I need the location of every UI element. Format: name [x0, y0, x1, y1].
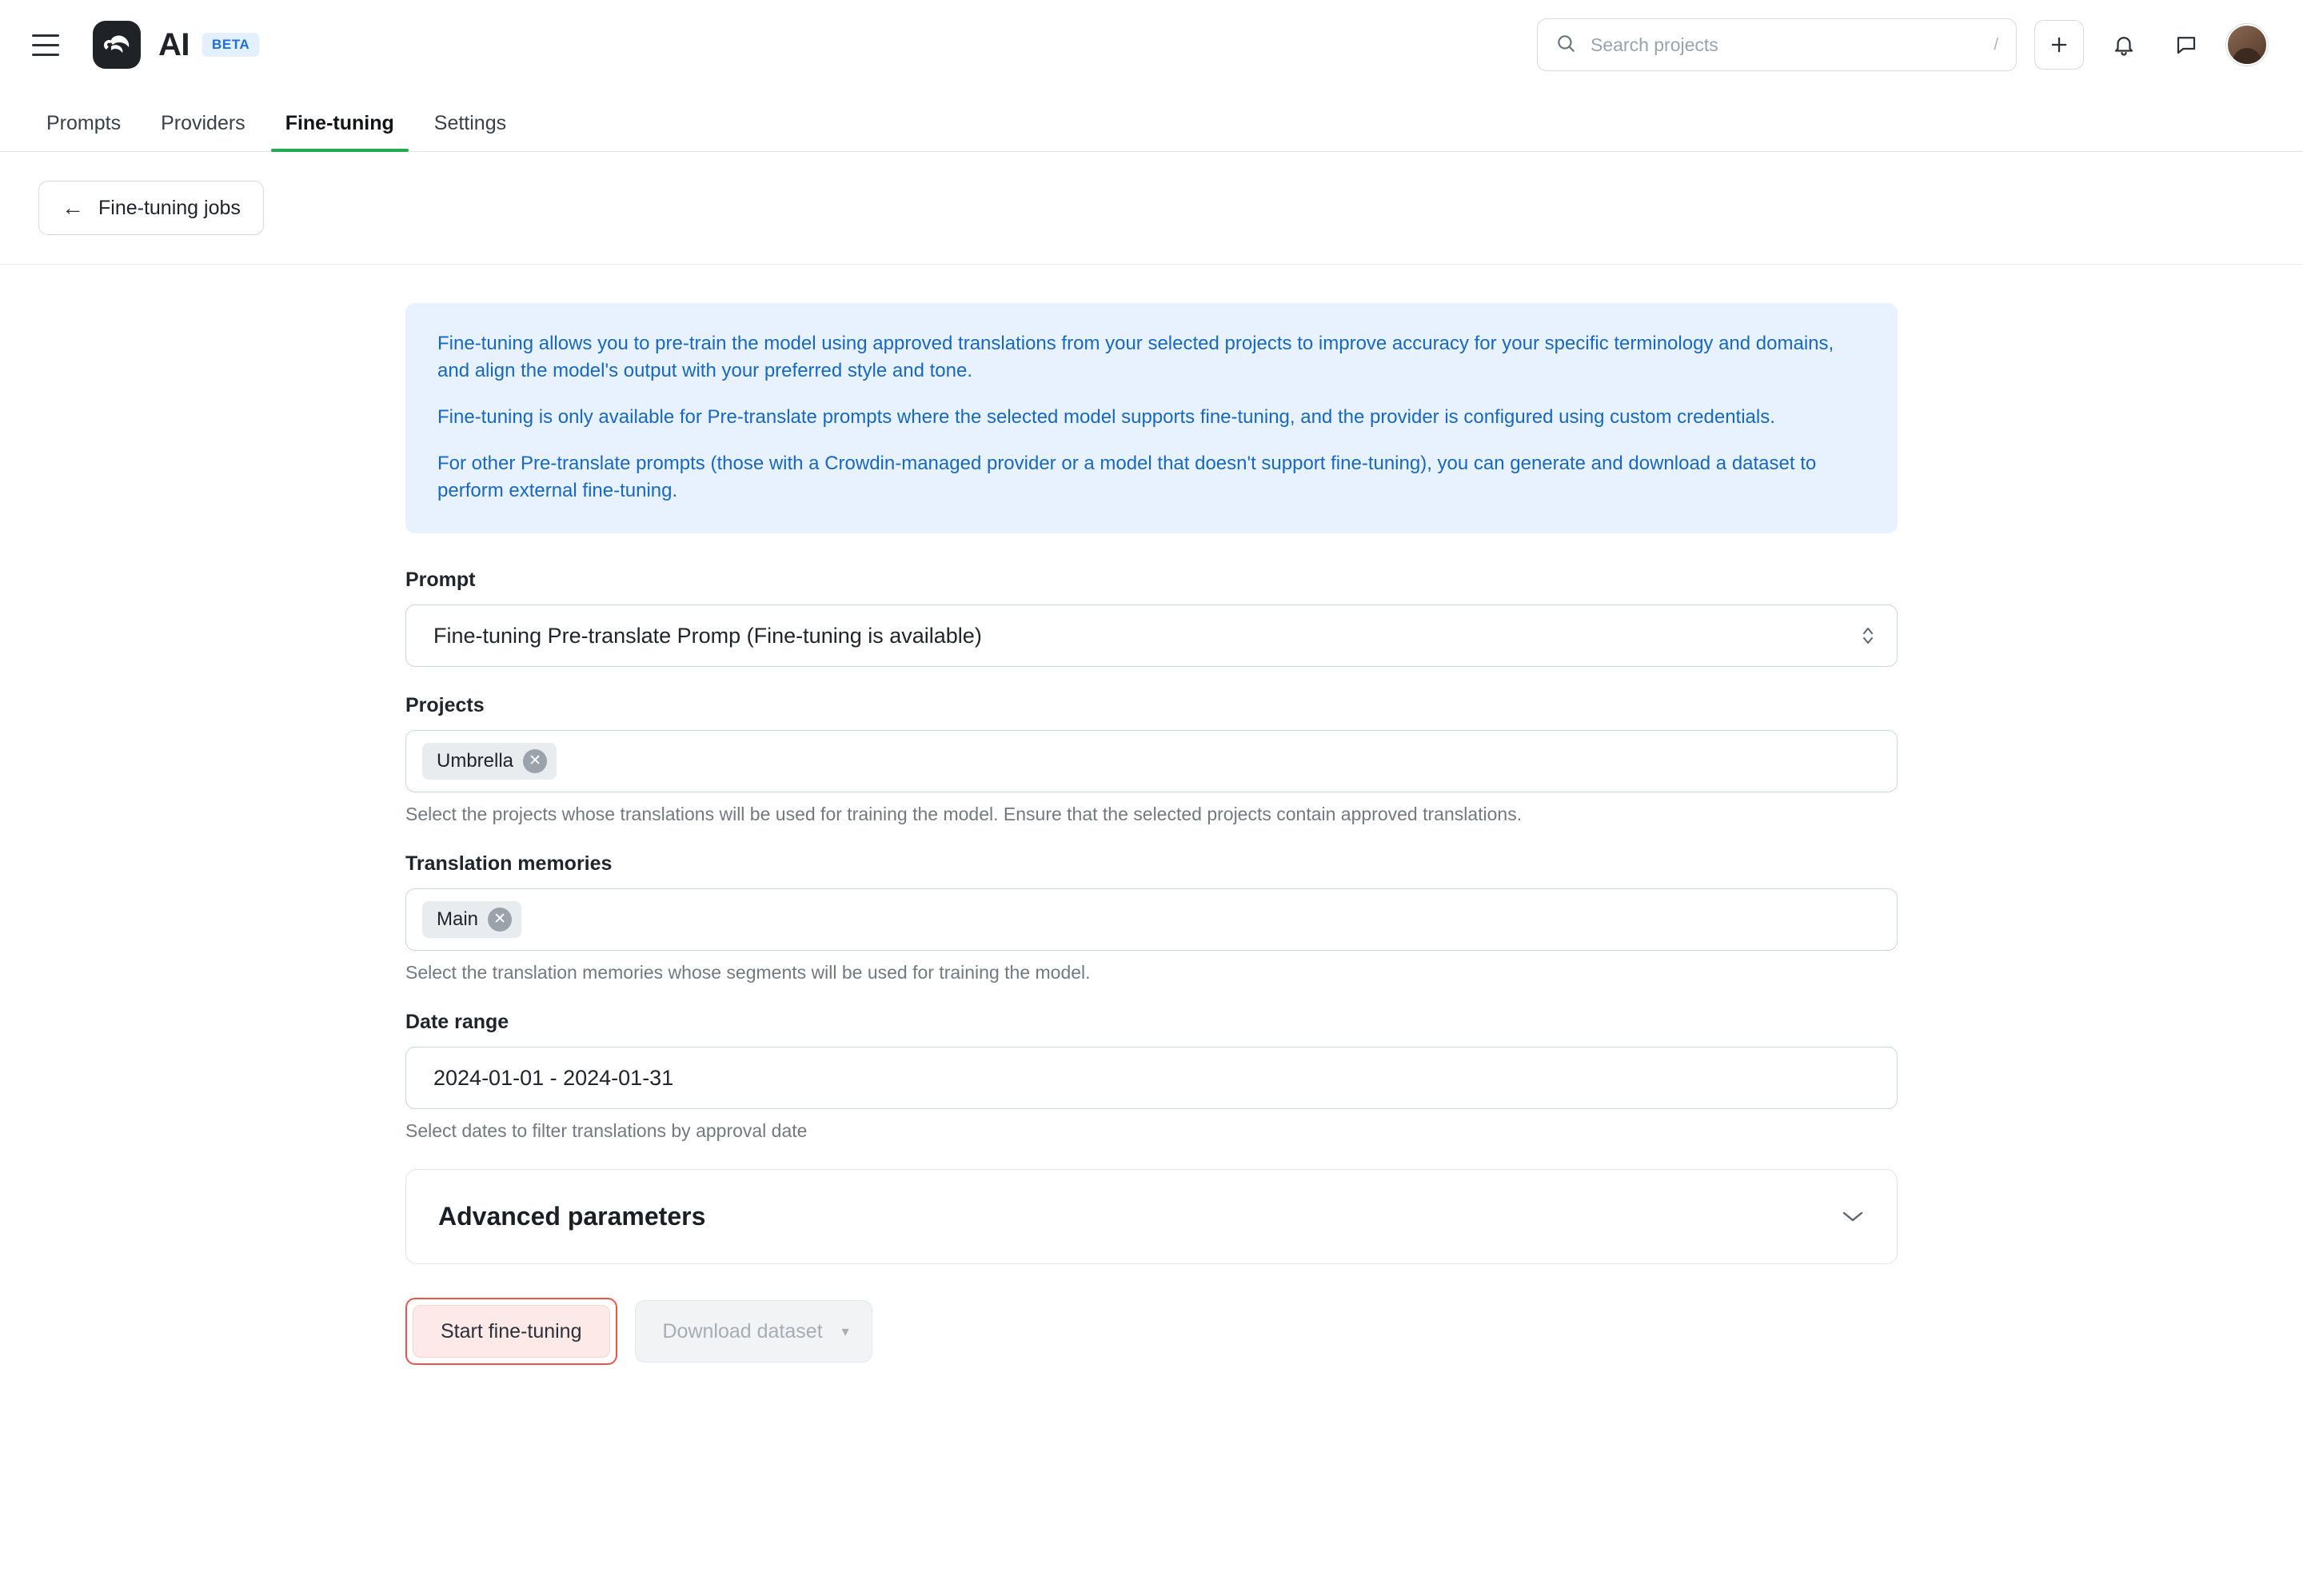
- tag-label: Main: [437, 908, 479, 931]
- prompt-select[interactable]: [405, 604, 1898, 667]
- translation-memories-tag-input[interactable]: [405, 888, 1898, 951]
- search-box[interactable]: [1537, 18, 2017, 71]
- add-button[interactable]: [2034, 20, 2084, 70]
- tab-fine-tuning[interactable]: Fine-tuning: [271, 114, 409, 151]
- projects-label: Projects: [405, 694, 485, 717]
- download-dataset-button[interactable]: [635, 1300, 872, 1363]
- crowdin-logo-icon: [93, 21, 141, 69]
- advanced-parameters-title: Advanced parameters: [438, 1202, 706, 1231]
- top-bar: [0, 0, 2303, 90]
- notifications-bell-icon[interactable]: [2101, 22, 2146, 67]
- search-input[interactable]: [1589, 34, 1981, 57]
- content-area: [0, 265, 2303, 1413]
- fine-tuning-form: [405, 303, 1898, 1413]
- avatar[interactable]: [2226, 24, 2268, 66]
- date-range-label: Date range: [405, 1011, 509, 1034]
- brand-title: AI: [158, 26, 190, 62]
- start-fine-tuning-button[interactable]: Start fine-tuning: [413, 1305, 610, 1358]
- translation-memories-helper: Select the translation memories whose segments will be used for training the model.: [405, 962, 1091, 984]
- select-caret-icon: [1860, 622, 1876, 649]
- prompt-select-value: Fine-tuning Pre-translate Promp (Fine-tuning is available): [433, 623, 982, 648]
- tag-label: Umbrella: [437, 750, 514, 772]
- info-paragraph-2: Fine-tuning is only available for Pre-translate prompts where the selected model supports fine-tuning, and the provider is configured using custom credentials.: [437, 406, 1775, 429]
- remove-tag-icon[interactable]: ✕: [488, 908, 512, 932]
- advanced-parameters-panel[interactable]: [405, 1169, 1898, 1264]
- projects-helper: Select the projects whose translations will be used for training the model. Ensure that the selected projects contain approved translations.: [405, 804, 1523, 825]
- hamburger-icon[interactable]: [32, 26, 69, 63]
- tab-settings[interactable]: Settings: [433, 112, 507, 134]
- top-bar-actions: [1537, 18, 2268, 71]
- back-row: [0, 152, 2303, 265]
- tab-prompts[interactable]: Prompts: [46, 112, 122, 134]
- date-range-helper: Select dates to filter translations by approval date: [405, 1120, 808, 1142]
- remove-tag-icon[interactable]: ✕: [523, 749, 547, 773]
- tag-translation-memory[interactable]: [422, 901, 521, 938]
- messages-chat-icon[interactable]: [2164, 22, 2209, 67]
- primary-tabs: [0, 90, 2303, 152]
- date-range-input[interactable]: [405, 1047, 1898, 1109]
- projects-tag-input[interactable]: [405, 730, 1898, 792]
- start-fine-tuning-highlight: [405, 1298, 617, 1365]
- back-button-label: Fine-tuning jobs: [98, 196, 241, 219]
- fine-tuning-jobs-back-button[interactable]: [38, 181, 264, 235]
- download-dataset-label: Download dataset: [662, 1319, 823, 1343]
- translation-memories-label: Translation memories: [405, 852, 613, 876]
- arrow-left-icon: ←: [62, 195, 84, 220]
- form-actions: [405, 1298, 1898, 1413]
- info-banner: [405, 303, 1898, 533]
- search-shortcut-hint: /: [1994, 35, 1998, 54]
- search-icon: [1555, 33, 1576, 58]
- tab-providers[interactable]: Providers: [161, 112, 245, 134]
- chevron-down-icon: ▾: [841, 1323, 849, 1339]
- chevron-down-icon: [1841, 1204, 1865, 1229]
- beta-badge: BETA: [202, 33, 259, 57]
- date-range-value: 2024-01-01 - 2024-01-31: [433, 1065, 674, 1090]
- prompt-label: Prompt: [405, 569, 476, 592]
- info-paragraph-1: Fine-tuning allows you to pre-train the model using approved translations from your selected projects to improve accuracy for your specific terminology and domains, and align the model's output with your preferred style and tone.: [437, 333, 1834, 382]
- info-paragraph-3: For other Pre-translate prompts (those with a Crowdin-managed provider or a model that doesn't support fine-tuning), you can generate and download a dataset to perform external fine-tuning.: [437, 453, 1817, 502]
- tag-project[interactable]: [422, 743, 557, 780]
